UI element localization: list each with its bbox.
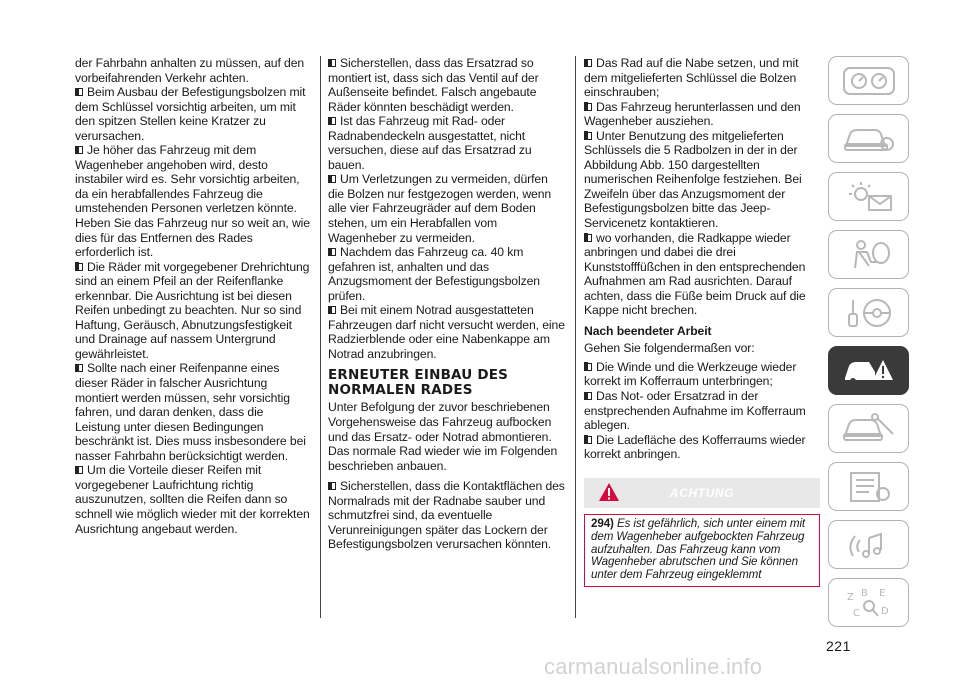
index-list-icon [841,470,897,504]
subsection-heading: Nach beendeter Arbeit [584,323,712,338]
service-icon [841,412,897,446]
list-item: Bei mit einem Notrad ausgestatteten Fahrzeugen darf nicht versucht werden, eine Radzierblende oder eine Nabenkappe am Notrad anzubringen. [328,303,565,361]
square-bullet-icon [584,363,592,371]
warning-number: 294) [591,516,614,530]
list-item: Die Winde und die Werkzeuge wieder korrekt im Kofferraum unterbringen; [584,359,797,389]
square-bullet-icon [328,175,336,183]
text-column-1 [75,56,311,536]
section-heading: ERNEUTER EINBAU DES NORMALEN RADES [328,367,509,399]
warning-box [584,514,820,588]
list-item: wo vorhanden, die Radkappe wieder anbringen und dabei die drei Kunststofffüßchen in den entsprechenden Aufnahmen am Rad ausrichten. Darauf achten, dass die Füße beim Druck auf die Kappe nicht brechen. [584,230,806,318]
list-item: Die Ladefläche des Kofferraums wieder korrekt anbringen. [584,432,806,462]
list-item: Um Verletzungen zu vermeiden, dürfen die Bolzen nur festgezogen werden, wenn alle vier Fahrzeugräder auf dem Boden stehen, um ein Herabfallen vom Wagenheber zu vermeiden. [328,172,552,245]
square-bullet-icon [75,88,83,96]
square-bullet-icon [75,466,83,474]
warning-label: ACHTUNG [669,485,735,500]
list-item: Die Räder mit vorgegebener Drehrichtung sind an einem Pfeil an der Reifenflanke erkennbar. Die Ausrichtung ist bei diesen Reifen unbedingt zu beachten. Nur so sind Haftung, Geräusch, Abnutzungsfestigkeit und Drainage auf nassem Untergrund gewährleistet. [75,259,310,361]
square-bullet-icon [328,117,336,125]
text-column-3 [584,56,820,587]
list-item: Um die Vorteile dieser Reifen mit vorgegebener Laufrichtung richtig auszunutzen, sollten die Reifen dann so schnell wie möglich wieder mit der korrekten Ausrichtung angebaut werden. [75,463,310,536]
list-item: Beim Ausbau der Befestigungsbolzen mit dem Schlüssel vorsichtig arbeiten, um mit den spitzen Stellen keine Kratzer zu verursachen. [75,85,306,143]
tab-dashboard[interactable] [828,56,909,105]
svg-text:Z: Z [846,591,854,603]
warning-light-icon [841,180,897,214]
square-bullet-icon [584,103,592,111]
tab-service[interactable] [828,404,909,453]
svg-text:E: E [878,587,885,599]
paragraph: der Fahrbahn anhalten zu müssen, auf den vorbeifahrenden Verkehr achten. [75,56,305,85]
list-item: Sicherstellen, dass die Kontaktflächen des Normalrads mit der Radnabe sauber und schmutzfrei sind, da eventuelle Verunreinigungen später das Lockern der Befestigungsbolzen verursachen könnten. [328,479,565,552]
tab-alphabetical-index[interactable] [828,578,909,627]
square-bullet-icon [328,59,336,67]
tab-multimedia[interactable] [828,520,909,569]
square-bullet-icon [584,59,592,67]
svg-text:C: C [852,607,860,619]
list-item: Das Not- oder Ersatzrad in der enstprechenden Aufnahme im Kofferraum ablegen. [584,389,806,433]
column-divider [575,56,576,618]
steering-wheel-icon [841,296,897,330]
tab-technical-data[interactable] [828,462,909,511]
list-item: Sicherstellen, dass das Ersatzrad so montiert ist, dass sich das Ventil auf der Außenseite befindet. Falsch angebaute Räder könnten beschädigt werden. [328,56,539,114]
square-bullet-icon [328,306,336,314]
tab-safety[interactable] [828,114,909,163]
watermark: carmanualsonline.info [544,654,763,679]
paragraph: Unter Befolgung der zuvor beschriebenen Vorgehensweise das Fahrzeug aufbocken und das Ersatz- oder Notrad abmontieren. Das normale Rad wieder wie im Folgenden beschrieben anbauen. [328,400,558,473]
paragraph: Gehen Sie folgendermaßen vor: [584,341,755,356]
page-number: 221 [826,638,851,654]
svg-text:B: B [860,587,868,599]
list-item: Je höher das Fahrzeug mit dem Wagenheber angehoben wird, desto instabiler wird es. Sehr vorsichtig arbeiten, da ein herabfallendes Fahrzeug die umstehenden Personen verletzen könnte. Heben Sie das Fahrzeug nur so weit an, wie dies für das Entfernen des Rades erforderlich ist. [75,143,310,260]
breakdown-icon [841,354,897,388]
square-bullet-icon [75,364,83,372]
list-item: Sollte nach einer Reifenpanne eines dieser Räder in falscher Ausrichtung montiert werden müssen, sehr vorsichtig fahren, und daran denken, dass die Leistung unter diesen Bedingungen beschränkt ist. Dies muss insbesondere bei nasser Fahrbahn berücksichtigt werden. [75,361,306,463]
list-item: Das Fahrzeug herunterlassen und den Wagenheber ausziehen. [584,99,801,129]
list-item: Nachdem das Fahrzeug ca. 40 km gefahren ist, anhalten und das Anzugsmoment der Befestigungsbolzen prüfen. [328,245,540,303]
square-bullet-icon [584,436,592,444]
car-icon [841,122,897,156]
square-bullet-icon [584,132,592,140]
square-bullet-icon [584,392,592,400]
list-item: Das Rad auf die Nabe setzen, und mit dem mitgelieferten Schlüssel die Bolzen einschrauben; [584,56,799,100]
warning-text: Es ist gefährlich, sich unter einem mit dem Wagenheber aufgebockten Fahrzeug aufzuhalten. Das Fahrzeug kann vom Wagenheber abrutschen und Sie können unter dem Fahrzeug eingeklemmt [591,516,806,582]
list-item: Unter Benutzung des mitgelieferten Schlüssels die 5 Radbolzen in der in der Abbildung Abb. 150 dargestellten numerischen Reihenfolge festziehen. Bei Zweifeln über das Anzugsmoment der Befestigungsbolzen bitte das Jeep-Servicenetz kontaktieren. [584,128,802,231]
warning-header [584,478,820,508]
dashboard-icon [841,64,897,98]
text-column-2 [328,56,566,552]
tab-driving[interactable] [828,288,909,337]
list-item: Ist das Fahrzeug mit Rad- oder Radnabendeckeln ausgestattet, nicht versuchen, diese auf das Ersatzrad zu bauen. [328,114,532,172]
square-bullet-icon [75,263,83,271]
square-bullet-icon [328,248,336,256]
tab-airbag[interactable] [828,230,909,279]
tab-warning-lights[interactable] [828,172,909,221]
tab-emergency[interactable] [828,346,909,395]
square-bullet-icon [75,146,83,154]
square-bullet-icon [328,482,336,490]
multimedia-icon [841,528,897,562]
svg-text:D: D [880,605,889,617]
alphabet-index-icon [841,586,897,620]
square-bullet-icon [584,234,592,242]
airbag-icon [841,238,897,272]
column-divider [320,56,321,618]
